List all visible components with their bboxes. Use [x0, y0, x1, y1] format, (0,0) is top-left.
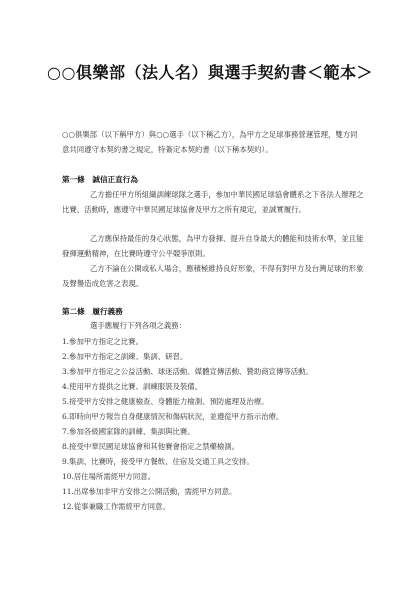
obligation-item: 7.參加各級國家隊的訓練、集訓與比賽。: [62, 427, 195, 436]
article-1-paragraph-1: 乙方擔任甲方所組織訓練球隊之選手，參加中華民國足球協會體系之下各法人辦理之比賽、活動時，應遵守中華民國足球協會及甲方之所有規定，並誠實履行。: [62, 190, 364, 214]
obligation-item: 11.出席參加非甲方安排之公開活動，需經甲方同意。: [62, 487, 237, 496]
obligation-item: 8.接受中華民國足球協會和其他賽會指定之禁藥檢測。: [62, 442, 240, 451]
obligation-item: 12.從事兼職工作需經甲方同意。: [62, 502, 170, 511]
article-1-heading: 第一條 誠信正直行為: [62, 175, 138, 184]
article-2-heading: 第二條 履行義務: [62, 307, 123, 316]
article-2-lead: 選手應履行下列各項之義務：: [90, 321, 187, 330]
obligation-item: 3.參加甲方指定之公益活動、球迷活動、媒體宣傳活動、贊助商宣傳等活動。: [62, 367, 313, 376]
article-1-paragraph-3: 乙方不論在公開或私人場合，應積極維持良好形象，不得有對甲方及台灣足球的形象及聲譽造成危害之表現。: [62, 264, 364, 288]
obligation-item: 5.接受甲方安排之健康檢查、身體能力檢測、預防處理及治療。: [62, 397, 269, 406]
obligation-item: 10.居住場所需經甲方同意。: [62, 472, 156, 481]
article-1-paragraph-2: 乙方應保持最佳的身心狀態，為甲方發揮、提升自身最大的體能和技術水準，並且能發揮運動精神，在比賽時遵守公平競爭原則。: [62, 234, 364, 258]
obligation-item: 4.使用甲方提供之比賽、訓練服裝及裝備。: [62, 382, 203, 391]
intro-paragraph: ○○俱樂部（以下稱甲方）與○○選手（以下稱乙方），為甲方之足球事務營運管理，雙方同意共同遵守本契約書之規定，特簽定本契約書（以下稱本契約）。: [62, 130, 358, 154]
obligation-item: 1.參加甲方指定之比賽。: [62, 337, 143, 346]
document-title: ○○俱樂部（法人名）與選手契約書＜範本＞: [47, 63, 373, 82]
obligation-item: 6.即時向甲方報告自身健康情況和傷病狀況，並遵從甲方指示治療。: [62, 412, 284, 421]
obligation-item: 9.集訓、比賽時，接受甲方餐飲、住宿及交通工具之安排。: [62, 457, 254, 466]
obligation-item: 2.參加甲方指定之訓練、集訓、研習。: [62, 352, 188, 361]
